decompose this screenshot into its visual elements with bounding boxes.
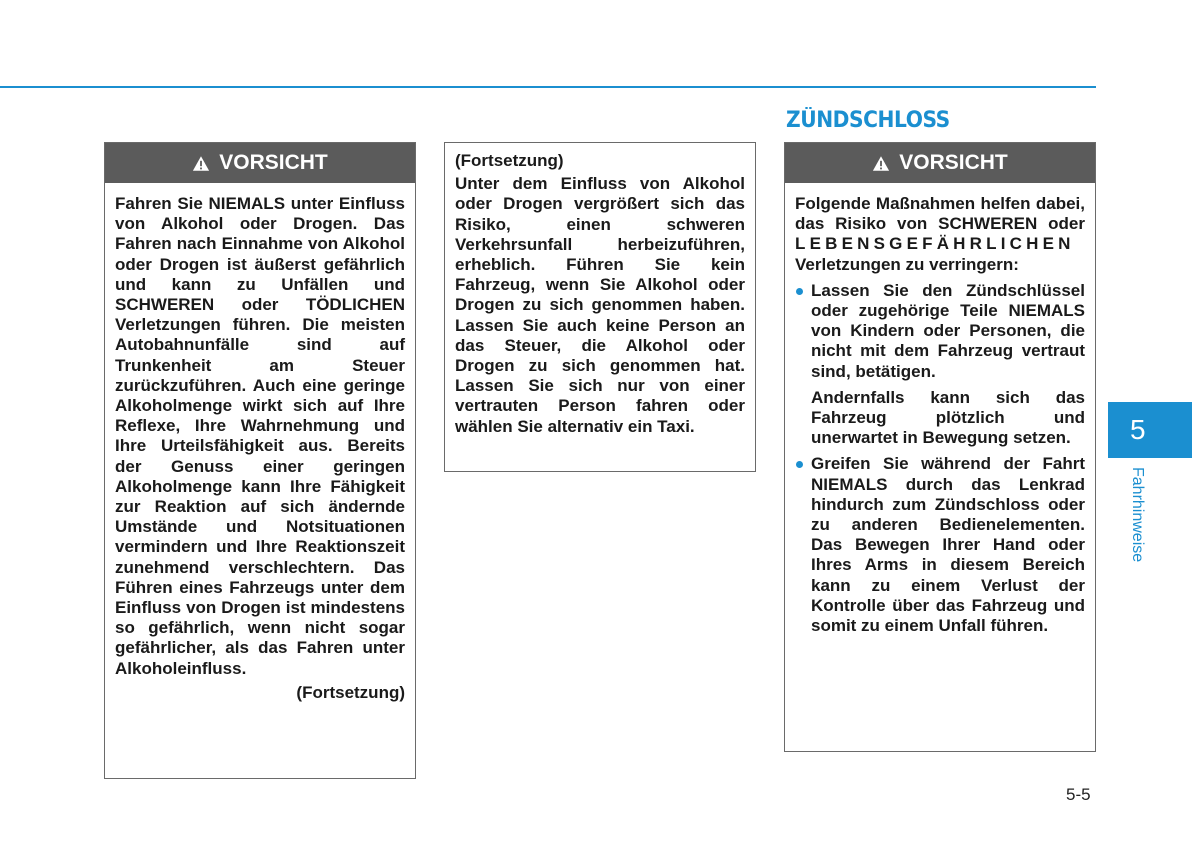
continued-text: Unter dem Einfluss von Alkohol oder Drogen vergrößert sich das Risiko, einen schweren Verkehrsunfall herbeizuführen, erheblich. Führen Sie kein Fahrzeug, wenn Sie Alkohol oder Drogen zu sich genommen haben. Lassen Sie auch keine Person an das Steuer, die Alkohol oder Drogen zu sich genommen hat. Lassen Sie sich nur von einer vertrauten Person fahren oder wählen Sie alternativ ein Taxi. <box>455 174 745 436</box>
bullet-icon <box>796 288 803 295</box>
chapter-tab <box>1108 402 1192 458</box>
caution-box-1 <box>104 142 416 779</box>
chapter-label: Fahrhinweise <box>1129 467 1146 563</box>
intro-text-2: Verletzungen zu verringern: <box>795 254 1019 274</box>
caution-header <box>105 143 415 183</box>
bullet-subtext: Andernfalls kann sich das Fahrzeug plötzlich und unerwartet in Bewegung setzen. <box>811 387 1085 448</box>
caution-text: Fahren Sie NIEMALS unter Einfluss von Alkohol oder Drogen. Das Fahren nach Einnahme von Alkohol oder Drogen ist äußerst gefährlich und kann zu Unfällen und SCHWEREN oder TÖDLICHEN Verletzungen führen. Die meisten Autobahnunfälle sind auf Trunkenheit am Steuer zurückzuführen. Auch eine geringe Alkoholmenge wirkt sich auf Ihre Reflexe, Ihre Wahrnehmung und Ihre Urteilsfähigkeit aus. Bereits der Genuss einer geringen Alkoholmenge kann Ihre Fähigkeit zur Reaktion auf sich ändernde Umstände und Notsituationen vermindern und Ihre Reaktionszeit zunehmend verschlechtern. Das Führen eines Fahrzeugs unter dem Einfluss von Drogen ist mindestens so gefährlich, wenn nicht sogar gefährlicher, als das Fahren unter Alkoholeinfluss. <box>115 194 405 678</box>
bullet-icon <box>796 461 803 468</box>
warning-triangle-icon <box>872 155 890 172</box>
warning-triangle-icon <box>192 155 210 172</box>
continued-label: (Fortsetzung) <box>296 682 405 702</box>
list-item <box>795 281 1085 382</box>
page-number: 5-5 <box>1066 785 1091 804</box>
caution-box-2 <box>784 142 1096 752</box>
caution-header <box>785 143 1095 183</box>
bullet-text: Lassen Sie den Zündschlüssel oder zugehörige Teile NIEMALS von Kindern oder Personen, die nicht mit dem Fahrzeug vertraut sind, betätigen. <box>811 280 1085 381</box>
caution-header-label: VORSICHT <box>219 151 328 174</box>
caution-header-label: VORSICHT <box>899 151 1008 174</box>
section-title: ZÜNDSCHLOSS <box>786 108 950 133</box>
caution-intro <box>795 194 1085 275</box>
list-item <box>795 454 1085 636</box>
top-divider <box>0 86 1096 88</box>
continued-heading: (Fortsetzung) <box>455 151 564 170</box>
intro-text-1: Folgende Maßnahmen helfen dabei, das Risiko von SCHWEREN oder <box>795 194 1085 234</box>
continued-box <box>444 142 756 472</box>
chapter-number: 5 <box>1130 414 1146 445</box>
bullet-text: Greifen Sie während der Fahrt NIEMALS durch das Lenkrad hindurch zum Zündschloss oder zu anderen Bedienelementen. Das Bewegen Ihrer Hand oder Ihres Arms in diesem Bereich kann zu einem Verlust der Kontrolle über das Fahrzeug und somit zu einem Unfall führen. <box>811 454 1085 636</box>
intro-text-spaced: LEBENSGEFÄHRLICHEN <box>795 234 1075 254</box>
